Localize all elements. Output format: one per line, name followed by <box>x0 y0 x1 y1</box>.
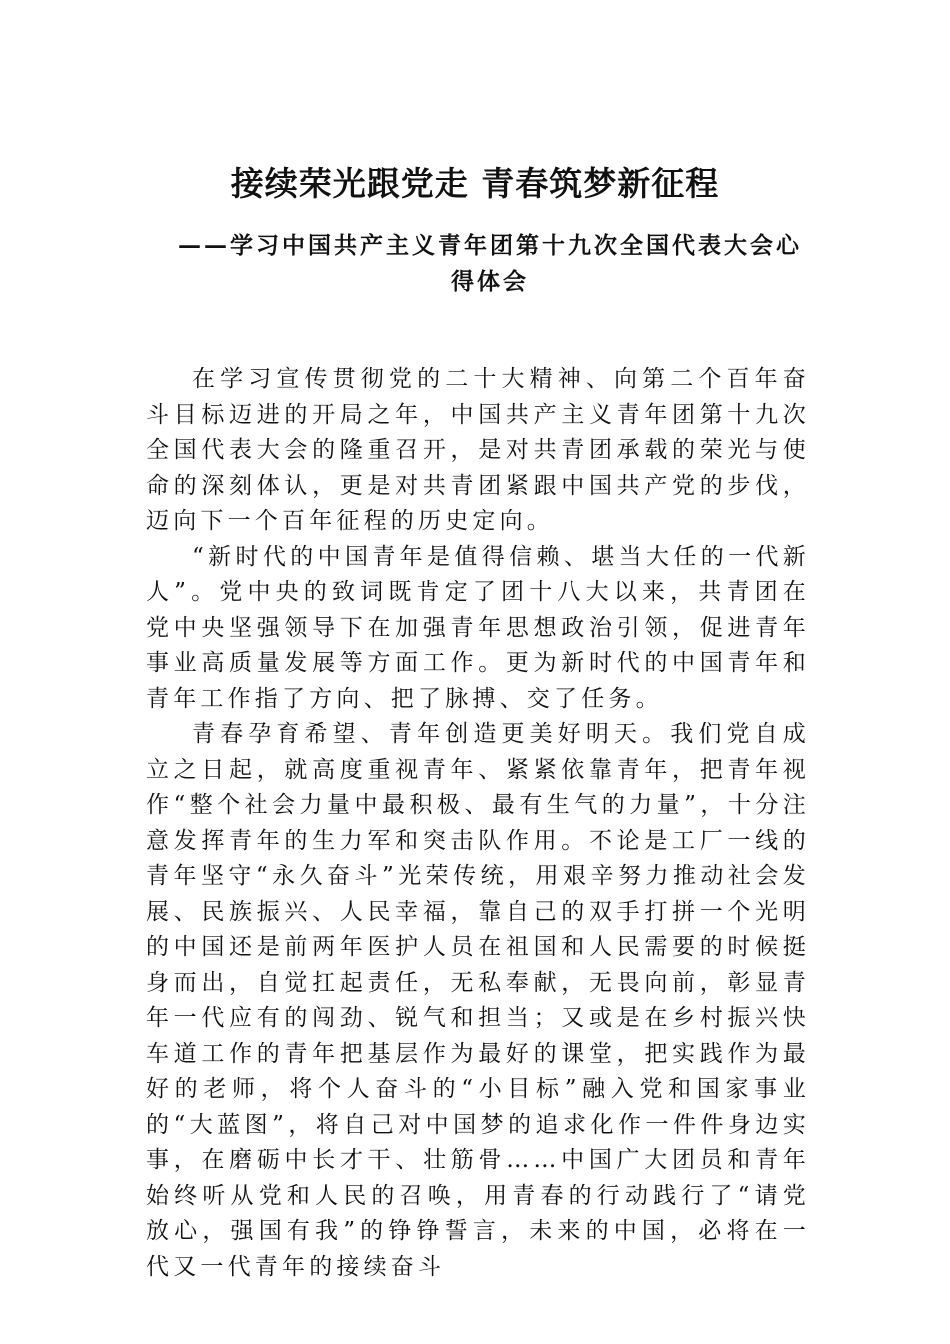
body-paragraph: 青春孕育希望、青年创造更美好明天。我们党自成立之日起，就高度重视青年、紧紧依靠青年，把青年视作“整个社会力量中最积极、最有生气的力量”，十分注意发挥青年的生力军和突击队作用。不论是工厂一线的青年坚守“永久奋斗”光荣传统，用艰辛努力推动社会发展、民族振兴、人民幸福，靠自己的双手打拼一个光明的中国还是前两年医护人员在祖国和人民需要的时候挺身而出，自觉扛起责任，无私奉献，无畏向前，彰显青年一代应有的闯劲、锐气和担当；又或是在乡村振兴快车道工作的青年把基层作为最好的课堂，把实践作为最好的老师，将个人奋斗的“小目标”融入党和国家事业的“大蓝图”，将自己对中国梦的追求化作一件件身边实事，在磨砺中长才干、壮筋骨……中国广大团员和青年始终听从党和人民的召唤，用青春的行动践行了“请党放心，强国有我”的铮铮誓言，未来的中国，必将在一代又一代青年的接续奋斗 <box>146 721 810 1280</box>
body-paragraph: 在学习宣传贯彻党的二十大精神、向第二个百年奋斗目标迈进的开局之年，中国共产主义青年团第十九次全国代表大会的隆重召开，是对共青团承载的荣光与使命的深刻体认，更是对共青团紧跟中国共产党的步伐，迈向下一个百年征程的历史定向。 <box>146 366 810 534</box>
document-subtitle: ——学习中国共产主义青年团第十九次全国代表大会心得体会 <box>178 232 802 295</box>
document-body <box>146 362 810 1285</box>
document-title: 接续荣光跟党走 青春筑梦新征程 <box>230 164 720 203</box>
body-paragraph: “新时代的中国青年是值得信赖、堪当大任的一代新人”。党中央的致词既肯定了团十八大以来，共青团在党中央坚强领导下在加强青年思想政治引领，促进青年事业高质量发展等方面工作。更为新时代的中国青年和青年工作指了方向、把了脉搏、交了任务。 <box>146 543 810 712</box>
